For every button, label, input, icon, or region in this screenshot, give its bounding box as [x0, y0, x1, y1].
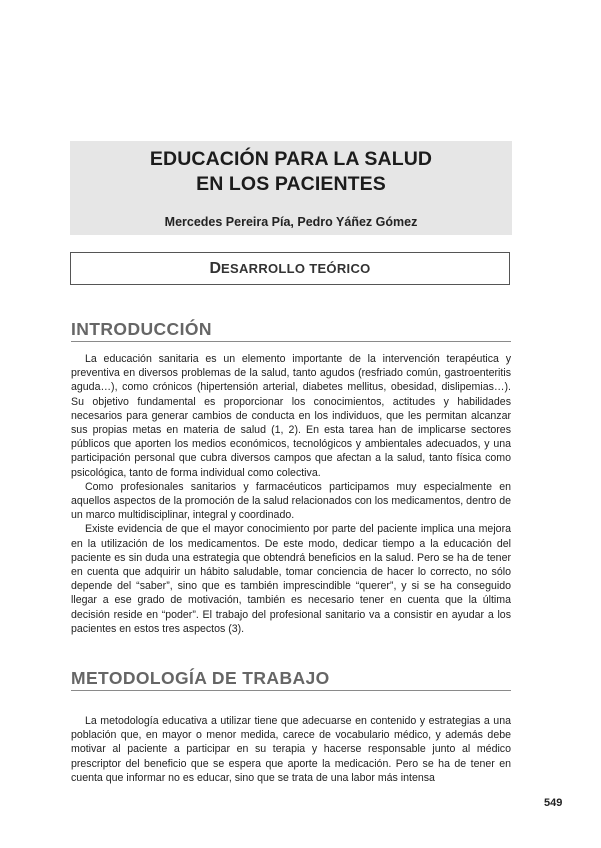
page-number: 549	[544, 797, 563, 809]
chapter-title-line-1: EDUCACIÓN PARA LA SALUD	[149, 148, 433, 170]
section-box-rest: ESARROLLO TEÓRICO	[221, 261, 371, 276]
section-box-desarrollo-teorico	[70, 252, 510, 285]
chapter-authors: Mercedes Pereira Pía, Pedro Yáñez Gómez	[164, 215, 418, 229]
introduccion-paragraph-1: La educación sanitaria es un elemento importante de la intervención terapéutica y preventiva en diversos problemas de la salud, tanto agudos (resfriado común, gastroenteritis aguda…), como crónicos (hipertensión arterial, diabetes mellitus, obesidad, dislipemias…). Su objetivo fundamental es proporcionar los conocimientos, actitudes y habilidades necesarios para generar cambios de conducta en los individuos, que les permitan alcanzar sus propias metas en materia de salud (1, 2). En esta tarea han de implicarse sectores públicos que aporten los medios económicos, tecnológicos y ambientales adecuados, y una participación personal que cubra diversos campos que afectan a la salud, tanto física como psicológica, tanto de forma individual como colectiva.	[71, 353, 511, 479]
heading-metodologia: METODOLOGÍA DE TRABAJO	[71, 667, 511, 691]
introduccion-paragraph-3: Existe evidencia de que el mayor conocimiento por parte del paciente implica una mejora en la utilización de los medicamentos. De este modo, dedicar tiempo a la educación del paciente es sin duda una estrategia que obtendrá beneficios en la salud. Pero se ha de tener en cuenta que adquirir un hábito saludable, tomar conciencia de hacer lo correcto, no sólo depende del “saber”, sino que es también imprescindible “querer”, y si se ha conseguido llegar a ese grado de motivación, también es necesario tener en cuenta que la última decisión reside en “poder”. El trabajo del profesional sanitario va a consistir en ayudar a los pacientes en estos tres aspectos (3).	[71, 523, 511, 635]
chapter-title-box	[70, 141, 512, 235]
metodologia-paragraph-1: La metodología educativa a utilizar tiene que adecuarse en contenido y estrategias a una población que, en mayor o menor medida, carece de vocabulario médico, y además debe motivar al paciente a participar en su terapia y hacerse responsable junto al médico prescriptor del beneficio que se espera que aporte la medicación. Pero se ha de tener en cuenta que informar no es educar, sino que se trata de una labor más intensa	[71, 715, 511, 784]
chapter-title-line-2: EN LOS PACIENTES	[196, 173, 386, 195]
section-box-initial: D	[209, 260, 221, 277]
heading-introduccion: INTRODUCCIÓN	[71, 318, 511, 342]
introduccion-body	[71, 352, 511, 636]
metodologia-body	[71, 714, 511, 785]
introduccion-paragraph-2: Como profesionales sanitarios y farmacéuticos participamos muy especialmente en aquellos aspectos de la promoción de la salud relacionados con los medicamentos, dentro de un marco multidisciplinar, integral y coordinado.	[71, 480, 511, 522]
